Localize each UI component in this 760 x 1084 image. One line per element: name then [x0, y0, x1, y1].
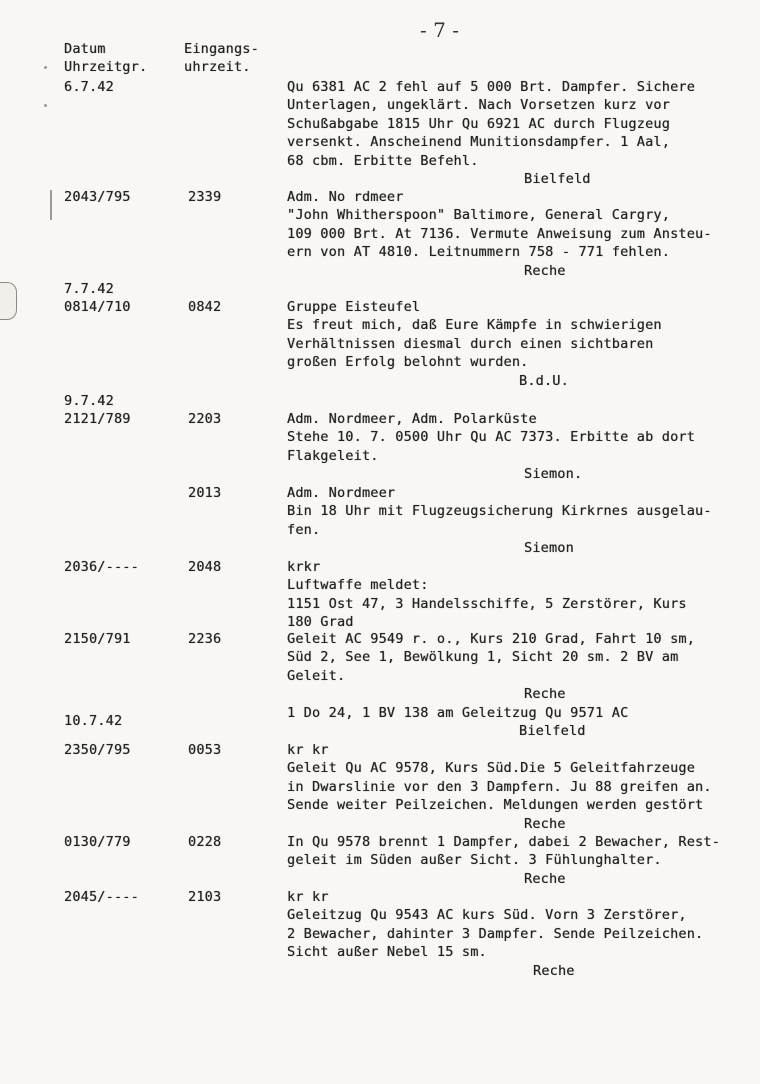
message-line: 1151 Ost 47, 3 Handelsschiffe, 5 Zerstörer, Kurs: [287, 595, 687, 612]
speck-mark: [44, 104, 47, 107]
header-recv-label: [184, 40, 259, 76]
entry-signature: Siemon: [524, 540, 574, 557]
entry-signature: Reche: [524, 870, 566, 887]
message-line: fen.: [287, 521, 321, 538]
entry-message: [287, 410, 755, 484]
message-line: Flakgeleit.: [287, 447, 379, 464]
message-line: in Dwarslinie vor den 3 Dampfern. Ju 88 greifen an.: [287, 778, 712, 795]
entry-received-time: 0228: [188, 834, 222, 850]
message-line: ern von AT 4810. Leitnummern 758 - 771 fehlen.: [287, 244, 671, 261]
message-line: kr kr: [287, 889, 329, 905]
entry-ref: 2150/791: [64, 631, 131, 647]
entry-signature: Reche: [533, 962, 575, 979]
page-number: - 7 -: [420, 18, 459, 42]
entry-signature: Reche: [524, 686, 566, 703]
message-line: Süd 2, See 1, Bewölkung 1, Sicht 20 sm. 2 BV am: [287, 649, 679, 666]
message-line: Unterlagen, ungeklärt. Nach Vorsetzen kurz vor: [287, 97, 671, 114]
entry-signature: Reche: [524, 815, 566, 832]
message-line: kr kr: [287, 742, 329, 758]
entry-signature: Bielfeld: [519, 723, 586, 740]
message-line: Schußabgabe 1815 Uhr Qu 6921 AC durch Flugzeug: [287, 115, 671, 132]
entry-received-time: 0842: [188, 299, 222, 315]
message-line: 2 Bewacher, dahinter 3 Dampfer. Sende Peilzeichen.: [287, 925, 704, 942]
message-line: geleit im Süden außer Sicht. 3 Fühlunghalter.: [287, 852, 662, 869]
entry-received-time: 2103: [188, 889, 222, 905]
entry-signature: Siemon.: [524, 466, 583, 483]
header-date-label: [64, 40, 147, 76]
entry-received-time: 2339: [188, 189, 222, 205]
message-line: Geleit.: [287, 667, 346, 684]
message-line: 109 000 Brt. At 7136. Vermute Anweisung zum Ansteu-: [287, 225, 712, 242]
header-recv-label-line1: Eingangs-: [184, 41, 259, 57]
entry-date: 6.7.42: [64, 79, 114, 95]
entry-ref: 0130/779: [64, 834, 131, 850]
message-line: Adm. Nordmeer: [287, 485, 396, 501]
entry-message: [287, 78, 755, 188]
message-line: Qu 6381 AC 2 fehl auf 5 000 Brt. Dampfer. Sichere: [287, 79, 696, 95]
entry-message: [287, 558, 755, 632]
entry-ref: 2121/789: [64, 411, 131, 427]
entry-signature: Reche: [524, 262, 566, 279]
entry-message: [287, 188, 755, 280]
message-line: Geleitzug Qu 9543 AC kurs Süd. Vorn 3 Zerstörer,: [287, 907, 687, 924]
entry-received-time: 2203: [188, 411, 222, 427]
message-line: Geleit Qu AC 9578, Kurs Süd.Die 5 Geleitfahrzeuge: [287, 760, 696, 777]
entry-date: 10.7.42: [64, 713, 123, 729]
message-line: In Qu 9578 brennt 1 Dampfer, dabei 2 Bewacher, Rest-: [287, 834, 721, 850]
entry-message: [287, 833, 755, 888]
message-line: Stehe 10. 7. 0500 Uhr Qu AC 7373. Erbitte ab dort: [287, 429, 696, 446]
entry-message: [287, 484, 755, 558]
message-line: Luftwaffe meldet:: [287, 577, 429, 594]
message-line: Bin 18 Uhr mit Flugzeugsicherung Kirkrnes ausgelau-: [287, 503, 712, 520]
entry-received-time: 2048: [188, 559, 222, 575]
message-line: Sicht außer Nebel 15 sm.: [287, 944, 487, 961]
message-line: 1 Do 24, 1 BV 138 am Geleitzug Qu 9571 AC: [287, 705, 629, 721]
entry-date: 7.7.42: [64, 281, 114, 297]
message-line: Adm. Nordmeer, Adm. Polarküste: [287, 411, 537, 427]
punch-hole-mark: [0, 282, 17, 320]
entry-ref: 0814/710: [64, 299, 131, 315]
entry-ref: 2043/795: [64, 189, 131, 205]
message-line: "John Whitherspoon" Baltimore, General Cargry,: [287, 207, 671, 224]
entry-message: [287, 630, 755, 704]
margin-mark: [50, 190, 52, 220]
message-line: Gruppe Eisteufel: [287, 299, 421, 315]
entry-ref: 2036/----: [64, 559, 139, 575]
entry-received-time: 2013: [188, 485, 222, 501]
entry-ref: 2045/----: [64, 889, 139, 905]
message-line: krkr: [287, 559, 321, 575]
message-line: 68 cbm. Erbitte Befehl.: [287, 152, 479, 169]
message-line: Geleit AC 9549 r. o., Kurs 210 Grad, Fahrt 10 sm,: [287, 631, 696, 647]
message-line: Adm. No rdmeer: [287, 189, 404, 205]
message-line: 180 Grad: [287, 614, 354, 631]
entry-received-time: 0053: [188, 742, 222, 758]
speck-mark: [44, 66, 47, 69]
entry-signature: Bielfeld: [524, 171, 591, 188]
entry-received-time: 2236: [188, 631, 222, 647]
message-line: Sende weiter Peilzeichen. Meldungen werden gestört: [287, 797, 704, 814]
header-date-label-line2: Uhrzeitgr.: [64, 59, 148, 75]
message-line: versenkt. Anscheinend Munitionsdampfer. 1 Aal,: [287, 134, 671, 151]
header-recv-label-line2: uhrzeit.: [184, 59, 251, 75]
entry-message: [287, 298, 755, 390]
entry-message: [287, 888, 755, 980]
message-line: Verhältnissen diesmal durch einen sichtbaren: [287, 335, 654, 352]
entry-message: [287, 704, 755, 741]
entry-ref: 2350/795: [64, 742, 131, 758]
message-line: Es freut mich, daß Eure Kämpfe in schwierigen: [287, 317, 662, 334]
entry-date: 9.7.42: [64, 393, 114, 409]
message-line: großen Erfolg belohnt wurden.: [287, 354, 529, 371]
entry-signature: B.d.U.: [519, 372, 569, 389]
entry-message: [287, 741, 755, 833]
header-date-label-line1: Datum: [64, 41, 106, 57]
